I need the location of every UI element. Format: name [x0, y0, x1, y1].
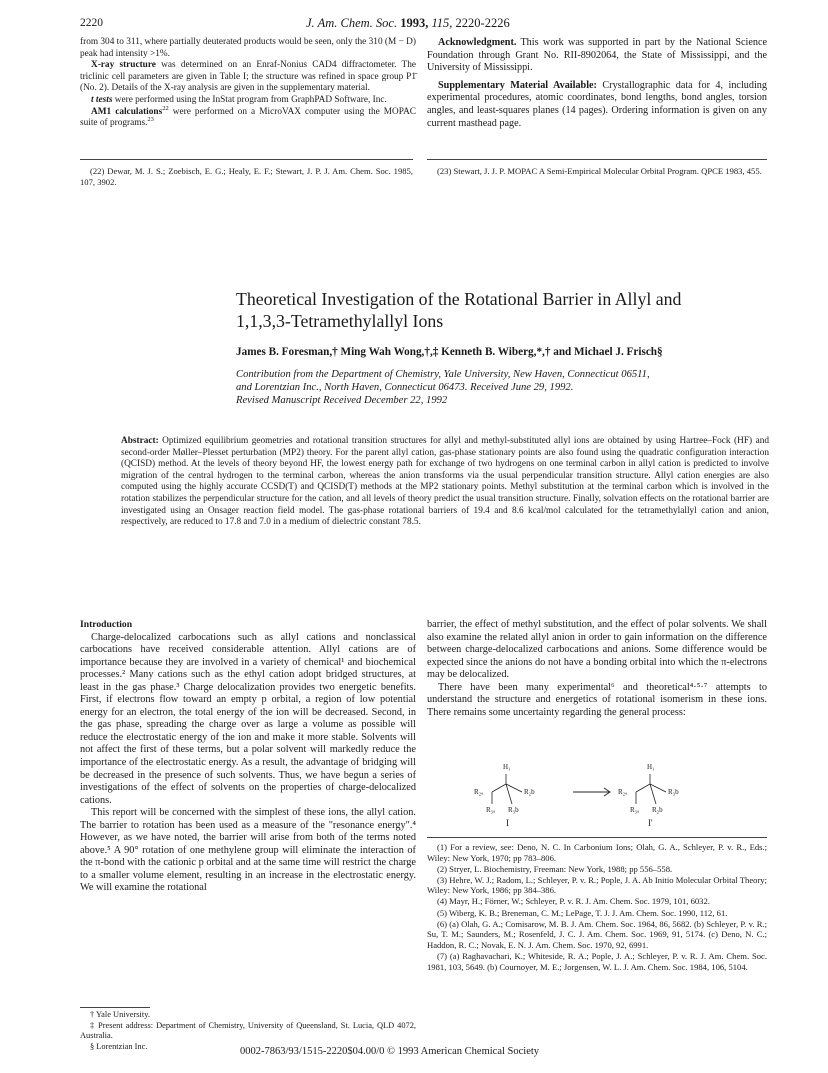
- r3b-label-left: R₃b: [508, 806, 519, 814]
- footnote-rule-left: [80, 159, 413, 160]
- ttest-paragraph: [80, 95, 416, 107]
- compound-label-left: I: [506, 818, 509, 828]
- supp-text: Crystallographic data for 4, including experimental procedures, atomic coordinates, bond lengths, bond angles, torsion angles, and least-squares planes (14 pages). Ordering information is given on any current masthead page.: [427, 79, 767, 129]
- body-right-column: [427, 619, 767, 719]
- ack-text: This work was supported in part by the National Science Foundation through Grant No. RII-8902064, the State of Mississippi, and the University of Mississippi.: [427, 37, 767, 74]
- journal-year: 1993,: [400, 16, 429, 30]
- r3a-label-right: R₃ₐ: [630, 806, 640, 814]
- reference-item: (5) Wiberg, K. B.; Breneman, C. M.; LePage, T. J. J. Am. Chem. Soc. 1990, 112, 61.: [437, 907, 728, 918]
- prev-article-left-column: [80, 37, 416, 130]
- r3b-label-right: R₃b: [668, 788, 679, 796]
- footnote-rule-right: [427, 159, 767, 160]
- body-left-column: [80, 619, 416, 895]
- affiliation: [236, 368, 796, 407]
- ttest-text: were performed using the InStat program from GraphPAD Software, Inc.: [112, 94, 387, 105]
- journal-volume: 115,: [431, 16, 453, 30]
- r2b-label-left: R₂b: [524, 788, 535, 796]
- ref-22-text: (22) Dewar, M. J. S.; Zoebisch, E. G.; Healy, E. F.; Stewart, J. P. J. Am. Chem. Soc. 1985, 107, 3902.: [80, 166, 413, 187]
- am1-lead: AM1 calculations: [91, 106, 163, 117]
- ref-23-text: (23) Stewart, J. J. P. MOPAC A Semi-Empirical Molecular Orbital Program. QPCE 1983, 455.: [437, 166, 762, 176]
- affil-note: § Lorentzian Inc.: [90, 1041, 148, 1051]
- supp-paragraph: [427, 80, 767, 130]
- prev-ref-23: [427, 166, 767, 177]
- author-list: James B. Foresman,† Ming Wah Wong,†,‡ Kenneth B. Wiberg,*,† and Michael J. Frisch§: [236, 346, 663, 358]
- journal-name: J. Am. Chem. Soc.: [306, 16, 398, 30]
- r2a-label-right: R₂ₐ: [618, 788, 628, 796]
- xray-text: was determined on an Enraf-Nonius CAD4 diffractometer. The triclinic cell parameters are given in Table I; the structure was refined in space group P1̄ (No. 2). Details of the X-ray analysis are given in the supplementary material.: [80, 60, 417, 94]
- compound-label-right: I': [648, 818, 653, 828]
- h1-label-left: H₁: [503, 763, 511, 771]
- h1-label-right: H₁: [647, 763, 655, 771]
- allyl-rotation-scheme: [470, 762, 750, 828]
- reference-item: (6) (a) Olah, G. A.; Comisarow, M. B. J. Am. Chem. Soc. 1964, 86, 5682. (b) Schleyer, P. v. R.; Su, T. M.; Saunders, M.; Rosenfeld, J. C. J. Am. Chem. Soc. 1969, 91, 5174. (c) Deno, N. C.; Haddon, R. C.; Novak, E. N. J. Am. Chem. Soc. 1970, 92, 6991.: [427, 918, 767, 950]
- title-line-1: Theoretical Investigation of the Rotational Barrier in Allyl and: [236, 289, 682, 309]
- ttest-lead: t tests: [91, 94, 113, 105]
- r2b-label-right: R₂b: [652, 806, 663, 814]
- journal-pages: 2220-2226: [455, 16, 510, 30]
- reference-item: (2) Stryer, L. Biochemistry, Freeman: New York, 1988; pp 556–558.: [437, 863, 673, 874]
- reference-list: [427, 842, 767, 973]
- reference-item: (1) For a review, see: Deno, N. C. In Carbonium Ions; Olah, G. A., Schleyer, P. v. R., Eds.; Wiley: New York, 1970; pp 783–806.: [427, 842, 767, 863]
- affil-line-2: and Lorentzian Inc., North Haven, Connecticut 06473. Received June 29, 1992.: [236, 382, 574, 393]
- bond-line: [506, 784, 512, 804]
- references-rule: [427, 837, 767, 838]
- bond-line: [650, 784, 656, 804]
- section-heading-introduction: Introduction: [80, 619, 133, 630]
- right-paragraph-1: barrier, the effect of methyl substitution, and the effect of polar solvents. We shall also examine the related allyl anion in order to gain information on the difference between charge-delocalized carbocations and anions. Some difference would be expected since the anions do not have a bonding orbital into which the π-electrons may be delocalized.: [427, 619, 767, 681]
- title-line-2: 1,1,3,3-Tetramethylallyl Ions: [236, 311, 444, 331]
- am1-paragraph: [80, 104, 417, 130]
- bond-line: [492, 784, 506, 792]
- affil-line-1: Contribution from the Department of Chemistry, Yale University, New Haven, Connecticut 06511,: [236, 369, 650, 380]
- affil-line-3: Revised Manuscript Received December 22, 1992: [236, 395, 448, 406]
- am1-text: were performed on a MicroVAX computer using the MOPAC suite of programs.: [80, 106, 417, 129]
- reference-item: (3) Hehre, W. J.; Radom, L.; Schleyer, P. v. R.; Pople, J. A. Ab Initio Molecular Orbital Theory; Wiley: New York, 1986; pp 384–386.: [427, 874, 767, 896]
- ack-paragraph: [427, 37, 767, 75]
- r2a-label-left: R₂ₐ: [474, 788, 484, 796]
- affil-note: ‡ Present address: Department of Chemistry, University of Queensland, St. Lucia, QLD 4072, Australia.: [80, 1020, 416, 1040]
- am1-sup2: 23: [147, 116, 154, 124]
- prev-article-right-column: [427, 37, 767, 130]
- ack-lead: Acknowledgment.: [438, 37, 517, 48]
- affil-note: † Yale University.: [90, 1010, 150, 1019]
- xray-paragraph: [80, 60, 416, 95]
- page-footer: 0002-7863/93/1515-2220$04.00/0 © 1993 American Chemical Society: [240, 1046, 540, 1057]
- am1-sup: 22: [162, 104, 169, 112]
- reference-item: (7) (a) Raghavachari, K.; Whiteside, R. A.; Pople, J. A.; Schleyer, P. v. R. J. Am. Chem. Soc. 1981, 103, 5649. (b) Cournoyer, M. E.; Jorgensen, W. L. J. Am. Chem. Soc. 1984, 106, 5104.: [427, 950, 767, 972]
- prev-ref-22: [80, 166, 413, 188]
- scheme-drawing: [470, 762, 750, 828]
- abstract: [121, 436, 769, 529]
- abstract-text: Optimized equilibrium geometries and rotational transition structures for allyl and methyl-substituted allyl ions are obtained by using Hartree–Fock (HF) and second-order Møller–Plesset perturbation (MP2) theory. For the parent allyl cation, gas-phase stationary points are also found using the quadratic configuration interaction (QCISD) method. At the levels of theory beyond HF, the lowest energy path for exchange of two hydrogens on one terminal carbon in allyl cation is predicted to involve migration of the central hydrogen to the terminal carbon, whereas the anion transforms via the usual perpendicular transition structure. Allyl cation energies are also computed using the highly accurate CCSD(T) and QCISD(T) methods at the MP2 stationary points. Methyl substitution at the terminal carbon which is involved in the rotation stabilizes the perpendicular structure for the cation, and all levels of theory predict the usual transition structure. Finally, solvation effects on the rotational barrier are investigated using an Onsager reaction field model. The gas-phase rotational barriers of 19.4 and 8.6 kcal/mol calculated for the tetramethylallyl cation and anion, respectively, are reduced to 17.8 and 7.0 in a medium of dielectric constant 78.5.: [121, 436, 769, 528]
- bond-line: [636, 784, 650, 792]
- intro-paragraph-1: Charge-delocalized carbocations such as allyl cations and nonclassical carbocations have received considerable attention. Allyl cations are of importance because they are involved in a variety of chemical¹ and biochemical processes.² Many cations such as the ethyl cation adopt bridged structures, at least in the gas phase.³ Charge delocalization provides two energetic benefits. First, if electrons flow toward an empty p orbital, a region of low potential energy for an electron, the total energy of the ion will be decreased. Second, in the gas phase, spreading the charge over as large a volume as possible will reduce the electrostatic energy of the ion and make it more stable. Solvents will not affect the first of these terms, but a polar solvent will markedly reduce the importance of the electrostatic energy. As a result, the advantage of bridging will be decreased in the presence of such solvents. Thus, we have begun a series of investigations of the effect of solvents on the properties of charge-delocalized cations.: [80, 631, 416, 806]
- r3a-label-left: R₃ₐ: [486, 806, 496, 814]
- right-paragraph-2: There have been many experimental⁶ and theoretical⁴·⁵·⁷ attempts to understand the structure and energetics of rotational isomerism in these ions. There remains some uncertainty regarding the general process:: [427, 681, 767, 718]
- intro-paragraph-2: This report will be concerned with the simplest of these ions, the allyl cation. The barrier to rotation has been used as a measure of the "resonance energy".⁴ However, as we have noted, the barrier will arise from both of the terms noted above.⁵ A 90° rotation of one methylene group will eliminate the interaction of the π-bond with the cationic p orbital and at the same time will restrict the charge to a smaller volume element, resulting in an increase in the electrostatic energy. We will examine the rotational: [80, 807, 416, 894]
- article-title: [236, 288, 776, 332]
- abstract-label: Abstract:: [121, 436, 159, 446]
- supp-lead: Supplementary Material Available:: [438, 79, 597, 91]
- xray-lead: X-ray structure: [91, 60, 156, 71]
- page-number: 2220: [80, 17, 103, 29]
- reference-item: (4) Mayr, H.; Förner, W.; Schleyer, P. v. R. J. Am. Chem. Soc. 1979, 101, 6032.: [437, 896, 710, 907]
- prev-text-line: from 304 to 311, where partially deuterated products would be seen, only the 310 (M − D) peak had intensity >1%.: [80, 37, 416, 59]
- affil-note-rule: [80, 1007, 150, 1008]
- running-header: [306, 16, 510, 31]
